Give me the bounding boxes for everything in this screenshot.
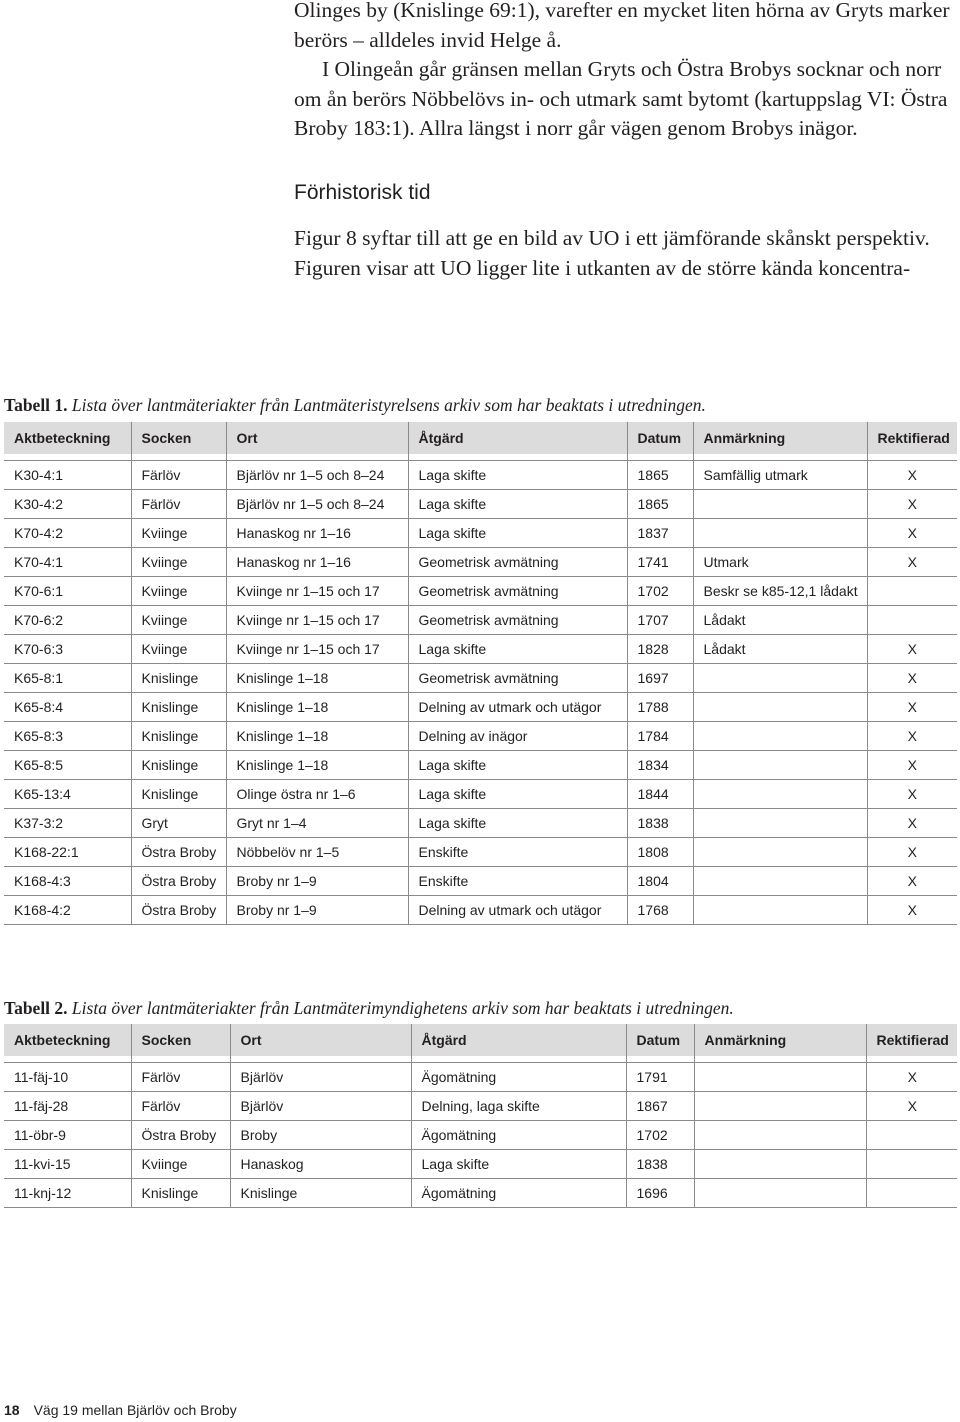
table-cell: Östra Broby	[131, 867, 226, 896]
table2-header-row	[4, 1024, 957, 1056]
table-cell: Bjärlöv nr 1–5 och 8–24	[226, 490, 408, 519]
table-row	[4, 722, 957, 751]
table-cell: Bjärlöv nr 1–5 och 8–24	[226, 461, 408, 490]
table-row	[4, 635, 957, 664]
intro-line: Broby 183:1). Allra längst i norr går vägen genom Brobys inägor.	[294, 116, 858, 140]
table-cell: 1707	[627, 606, 693, 635]
table-cell: Delning av utmark och utägor	[408, 693, 627, 722]
table-cell: X	[867, 838, 957, 867]
table-row	[4, 896, 957, 925]
table-cell: Delning, laga skifte	[411, 1092, 626, 1121]
table-cell	[693, 809, 867, 838]
table-cell: Ägomätning	[411, 1179, 626, 1208]
table-cell	[693, 896, 867, 925]
table-cell: 1808	[627, 838, 693, 867]
table-cell	[693, 519, 867, 548]
table-cell: K37-3:2	[4, 809, 131, 838]
table-cell: X	[867, 809, 957, 838]
table-row	[4, 1150, 957, 1179]
table-cell	[693, 693, 867, 722]
table-cell: 1788	[627, 693, 693, 722]
table-cell: Kviinge	[131, 606, 226, 635]
table-cell: 1867	[626, 1092, 694, 1121]
column-header: Aktbeteckning	[4, 1024, 131, 1056]
table2	[4, 1024, 957, 1208]
table2-caption	[4, 998, 734, 1019]
column-header: Socken	[131, 1024, 230, 1056]
table-cell: Kviinge nr 1–15 och 17	[226, 635, 408, 664]
table-cell: 1702	[627, 577, 693, 606]
column-header: Åtgärd	[408, 422, 627, 454]
table-row	[4, 1179, 957, 1208]
table-cell: K70-4:2	[4, 519, 131, 548]
table-cell: 1837	[627, 519, 693, 548]
footer-title: Väg 19 mellan Bjärlöv och Broby	[33, 1402, 237, 1418]
table-row	[4, 1121, 957, 1150]
table-cell: Knislinge 1–18	[226, 693, 408, 722]
table2-caption-text: Lista över lantmäteriakter från Lantmäterimyndighetens arkiv som har beaktats i utredningen.	[71, 998, 734, 1018]
column-header: Datum	[626, 1024, 694, 1056]
table-cell: Färlöv	[131, 1092, 230, 1121]
table-row	[4, 693, 957, 722]
table-cell: 1791	[626, 1063, 694, 1092]
table-cell: 1697	[627, 664, 693, 693]
table-cell: Delning av inägor	[408, 722, 627, 751]
table-cell: X	[867, 548, 957, 577]
table-cell: Kviinge	[131, 1150, 230, 1179]
table-cell: Färlöv	[131, 490, 226, 519]
intro-line: Olinges by (Knislinge 69:1), varefter en mycket liten hörna av Gryts marker	[294, 0, 950, 22]
table-cell: Olinge östra nr 1–6	[226, 780, 408, 809]
intro-line: I Olingeån går gränsen mellan Gryts och Östra Brobys socknar och norr	[322, 57, 942, 81]
column-header: Anmärkning	[694, 1024, 866, 1056]
table-cell	[694, 1150, 866, 1179]
table-cell: Hanaskog	[230, 1150, 411, 1179]
table-cell: Östra Broby	[131, 896, 226, 925]
table-cell: Broby	[230, 1121, 411, 1150]
table-cell: K168-4:2	[4, 896, 131, 925]
table-cell: K30-4:1	[4, 461, 131, 490]
table-row	[4, 1063, 957, 1092]
table-row	[4, 809, 957, 838]
table-cell: Geometrisk avmätning	[408, 606, 627, 635]
table-cell: 1702	[626, 1121, 694, 1150]
table-cell: X	[867, 780, 957, 809]
table-cell	[866, 1150, 957, 1179]
table-cell: 1838	[627, 809, 693, 838]
table-cell: Knislinge 1–18	[226, 722, 408, 751]
table-cell: K65-8:4	[4, 693, 131, 722]
table-cell: 11-fäj-10	[4, 1063, 131, 1092]
table-cell: X	[867, 490, 957, 519]
table-cell: Kviinge nr 1–15 och 17	[226, 606, 408, 635]
table-cell: 1696	[626, 1179, 694, 1208]
table-cell: Enskifte	[408, 867, 627, 896]
table1-label: Tabell 1.	[4, 395, 68, 415]
table-cell	[866, 1179, 957, 1208]
table-cell	[693, 751, 867, 780]
table-row	[4, 461, 957, 490]
intro-line: berörs – alldeles invid Helge å.	[294, 27, 562, 52]
table-cell: Ägomätning	[411, 1063, 626, 1092]
table-cell: X	[867, 722, 957, 751]
table-cell: Enskifte	[408, 838, 627, 867]
table-cell: K70-6:2	[4, 606, 131, 635]
table-row	[4, 577, 957, 606]
table-cell	[694, 1121, 866, 1150]
table-cell	[866, 1121, 957, 1150]
table-cell: Lådakt	[693, 606, 867, 635]
table-cell: Hanaskog nr 1–16	[226, 519, 408, 548]
table-cell: 1784	[627, 722, 693, 751]
table-cell	[693, 780, 867, 809]
column-header: Ort	[226, 422, 408, 454]
table-cell: 1838	[626, 1150, 694, 1179]
table-cell: Laga skifte	[408, 461, 627, 490]
table-cell: Utmark	[693, 548, 867, 577]
table-cell	[693, 722, 867, 751]
table-cell	[694, 1092, 866, 1121]
table-cell: Bjärlöv	[230, 1092, 411, 1121]
table-cell: Laga skifte	[408, 809, 627, 838]
table-cell: K65-8:3	[4, 722, 131, 751]
table-cell	[693, 838, 867, 867]
table-row	[4, 1092, 957, 1121]
section-heading: Förhistorisk tid	[294, 181, 431, 204]
column-header: Socken	[131, 422, 226, 454]
section-line: Figuren visar att UO ligger lite i utkanten av de större kända koncentra-	[294, 255, 911, 280]
table-cell: 11-öbr-9	[4, 1121, 131, 1150]
table-cell: Lådakt	[693, 635, 867, 664]
table-cell: Broby nr 1–9	[226, 867, 408, 896]
table-cell: Kviinge	[131, 635, 226, 664]
intro-line: om ån berörs Nöbbelövs in- och utmark samt bytomt (kartuppslag VI: Östra	[294, 86, 948, 111]
table-cell: K30-4:2	[4, 490, 131, 519]
table-row	[4, 867, 957, 896]
intro-paragraph	[294, 0, 960, 144]
table-cell: Laga skifte	[411, 1150, 626, 1179]
table-cell: Knislinge	[230, 1179, 411, 1208]
table-cell: X	[867, 664, 957, 693]
table-row	[4, 664, 957, 693]
table-cell: Ägomätning	[411, 1121, 626, 1150]
table-cell: Laga skifte	[408, 780, 627, 809]
table-cell: K70-6:1	[4, 577, 131, 606]
table-cell: X	[867, 461, 957, 490]
table-cell: Östra Broby	[131, 1121, 230, 1150]
table-cell	[693, 664, 867, 693]
table-cell: Kviinge	[131, 519, 226, 548]
table-cell: Knislinge 1–18	[226, 664, 408, 693]
table-cell: Samfällig utmark	[693, 461, 867, 490]
table-cell: X	[867, 635, 957, 664]
table-row	[4, 838, 957, 867]
table-cell: X	[867, 751, 957, 780]
table-cell: Gryt nr 1–4	[226, 809, 408, 838]
table-cell: Geometrisk avmätning	[408, 664, 627, 693]
table-cell: 1768	[627, 896, 693, 925]
table-cell: Färlöv	[131, 1063, 230, 1092]
table-row	[4, 606, 957, 635]
table-cell	[867, 577, 957, 606]
table-cell: Knislinge	[131, 1179, 230, 1208]
table-cell: K65-8:1	[4, 664, 131, 693]
table-cell: 1828	[627, 635, 693, 664]
table-cell: K168-4:3	[4, 867, 131, 896]
table-cell: Östra Broby	[131, 838, 226, 867]
table-cell: Knislinge	[131, 780, 226, 809]
table-cell: X	[866, 1092, 957, 1121]
table-cell: Laga skifte	[408, 519, 627, 548]
table-cell: 1844	[627, 780, 693, 809]
table-cell: 1865	[627, 490, 693, 519]
table-cell: Knislinge 1–18	[226, 751, 408, 780]
table-cell: 1804	[627, 867, 693, 896]
table-cell: Kviinge	[131, 548, 226, 577]
table-row	[4, 490, 957, 519]
table-cell: Knislinge	[131, 693, 226, 722]
table-cell	[694, 1063, 866, 1092]
table-cell: Laga skifte	[408, 751, 627, 780]
table-cell	[693, 490, 867, 519]
table-cell: Geometrisk avmätning	[408, 548, 627, 577]
column-header: Aktbeteckning	[4, 422, 131, 454]
table-cell: Geometrisk avmätning	[408, 577, 627, 606]
page-footer	[4, 1402, 237, 1418]
table-cell: Broby nr 1–9	[226, 896, 408, 925]
column-header: Ort	[230, 1024, 411, 1056]
table-cell: 1834	[627, 751, 693, 780]
table-cell: Kviinge	[131, 577, 226, 606]
table-cell: Kviinge nr 1–15 och 17	[226, 577, 408, 606]
table-cell: 11-knj-12	[4, 1179, 131, 1208]
table-cell: Knislinge	[131, 664, 226, 693]
table-cell: Beskr se k85-12,1 lådakt	[693, 577, 867, 606]
table-cell	[693, 867, 867, 896]
table-cell: Nöbbelöv nr 1–5	[226, 838, 408, 867]
table-cell: 1741	[627, 548, 693, 577]
table-cell: X	[867, 896, 957, 925]
table-cell: Delning av utmark och utägor	[408, 896, 627, 925]
table-row	[4, 548, 957, 577]
table-row	[4, 780, 957, 809]
table-cell: 11-fäj-28	[4, 1092, 131, 1121]
section-paragraph	[294, 224, 960, 283]
table-cell: 1865	[627, 461, 693, 490]
table-cell: 11-kvi-15	[4, 1150, 131, 1179]
column-header: Datum	[627, 422, 693, 454]
table2-label: Tabell 2.	[4, 998, 68, 1018]
table-cell: K65-8:5	[4, 751, 131, 780]
section-line: Figur 8 syftar till att ge en bild av UO i ett jämförande skånskt perspektiv.	[294, 226, 930, 250]
table-cell: K70-4:1	[4, 548, 131, 577]
column-header: Åtgärd	[411, 1024, 626, 1056]
table-cell: X	[867, 867, 957, 896]
page-number: 18	[4, 1402, 20, 1418]
table-cell: K65-13:4	[4, 780, 131, 809]
table-cell: X	[867, 693, 957, 722]
table-cell	[694, 1179, 866, 1208]
table1-header-row	[4, 422, 957, 454]
table-cell: Gryt	[131, 809, 226, 838]
column-header: Anmärkning	[693, 422, 867, 454]
table1-caption	[4, 395, 706, 416]
column-header: Rektifierad	[866, 1024, 957, 1056]
table-cell: Färlöv	[131, 461, 226, 490]
table-cell: K168-22:1	[4, 838, 131, 867]
table-cell: K70-6:3	[4, 635, 131, 664]
table-row	[4, 751, 957, 780]
table1	[4, 422, 957, 925]
table-row	[4, 519, 957, 548]
table-cell	[867, 606, 957, 635]
table-cell: Laga skifte	[408, 635, 627, 664]
column-header: Rektifierad	[867, 422, 957, 454]
table-cell: Knislinge	[131, 751, 226, 780]
table-cell: Knislinge	[131, 722, 226, 751]
table-cell: Hanaskog nr 1–16	[226, 548, 408, 577]
table1-caption-text: Lista över lantmäteriakter från Lantmäteristyrelsens arkiv som har beaktats i utredningen.	[71, 395, 706, 415]
table-cell: Bjärlöv	[230, 1063, 411, 1092]
table-cell: Laga skifte	[408, 490, 627, 519]
table-cell: X	[866, 1063, 957, 1092]
table-cell: X	[867, 519, 957, 548]
